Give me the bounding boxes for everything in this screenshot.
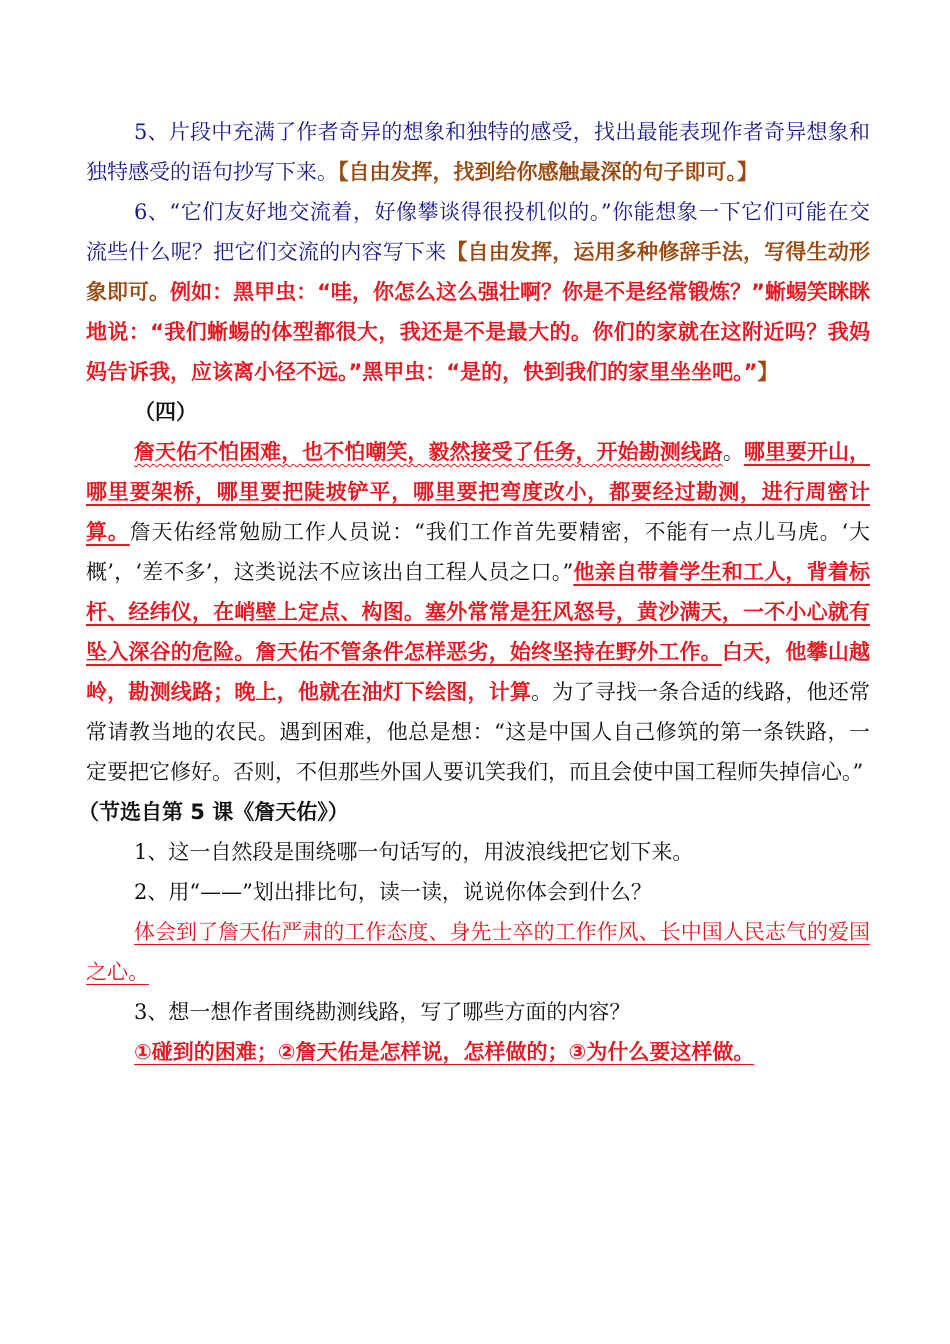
section4-question-2: 2、用“——”划出排比句，读一读，说说你体会到什么？ <box>134 880 652 904</box>
question-5 <box>86 112 870 192</box>
question-6-answer-example: 例如：黑甲虫：“哇，你怎么这么强壮啊？你是不是经常锻炼？”蜥蜴笑眯眯地说：“我们蜥蜴的体型都很大，我还是不是最大的。你们的家就在这附近吗？我妈妈告诉我，应该离小径不远。”黑甲虫：“是的，快到我们的家里坐坐吧。” <box>86 280 870 384</box>
section4-answer-3-wrap <box>86 1032 870 1072</box>
passage <box>86 432 870 792</box>
question-5-answer: 【自由发挥，找到给你感触最深的句子即可。】 <box>338 160 758 184</box>
passage-topic-sentence: 詹天佑不怕困难，也不怕嘲笑，毅然接受了任务，开始勘测线路 <box>134 440 723 464</box>
passage-quote: 詹天佑经常勉励工作人员说：“我们工作首先要精密，不能有一点儿马虎。‘大概’，‘差不多’，这类说法不应该出自工程人员之口。” <box>86 520 870 584</box>
section4-answer-2: 体会到了詹天佑严肃的工作态度、身先士卒的工作作风、长中国人民志气的爱国之心。 <box>86 920 870 984</box>
passage-source: （节选自第 5 课《詹天佑》） <box>78 800 349 824</box>
passage-parallel-sentence: 哪里要开山，哪里要架桥，哪里要把陡坡铲平，哪里要把弯度改小，都要经过勘测，进行周密计算。 <box>86 440 871 544</box>
document-page <box>78 112 871 1072</box>
question-6 <box>86 192 870 392</box>
passage-period-2: 。 <box>531 680 553 704</box>
passage-period: 。 <box>722 440 744 464</box>
question-6-answer-hint: 【自由发挥，运用多种修辞手法，写得生动形象即可。 <box>86 240 871 304</box>
question-6-text: 6、“它们友好地交流着，好像攀谈得很投机似的。”你能想象一下它们可能在交流些什么呢？把它们交流的内容写下来 <box>86 200 870 264</box>
question-5-text: 5、片段中充满了作者奇异的想象和独特的感受，找出最能表现作者奇异想象和独特感受的语句抄写下来。 <box>86 120 870 184</box>
section-heading: （四） <box>134 400 197 424</box>
question-6-answer-close: 】 <box>757 360 779 384</box>
passage-day-night: 白天，他攀山越岭，勘测线路；晚上，他就在油灯下绘图，计算 <box>86 640 871 704</box>
section4-question-1: 1、这一自然段是围绕哪一句话写的，用波浪线把它划下来。 <box>134 840 694 864</box>
passage-underlined-action: 他亲自带着学生和工人，背着标杆、经纬仪，在峭壁上定点、构图。塞外常常是狂风怒号，黄沙满天，一不小心就有坠入深谷的危险。詹天佑不管条件怎样恶劣，始终坚持在野外工作。 <box>86 560 870 664</box>
section4-answer-2-wrap <box>86 912 870 992</box>
passage-ending: 为了寻找一条合适的线路，他还常常请教当地的农民。遇到困难，他总是想：“这是中国人自己修筑的第一条铁路，一定要把它修好。否则，不但那些外国人要讥笑我们，而且会使中国工程师失掉信心。” <box>86 680 871 784</box>
section4-question-3: 3、想一想作者围绕勘测线路，写了哪些方面的内容？ <box>134 1000 631 1024</box>
section4-answer-3: ①碰到的困难；②詹天佑是怎样说，怎样做的；③为什么要这样做。 <box>134 1040 755 1064</box>
